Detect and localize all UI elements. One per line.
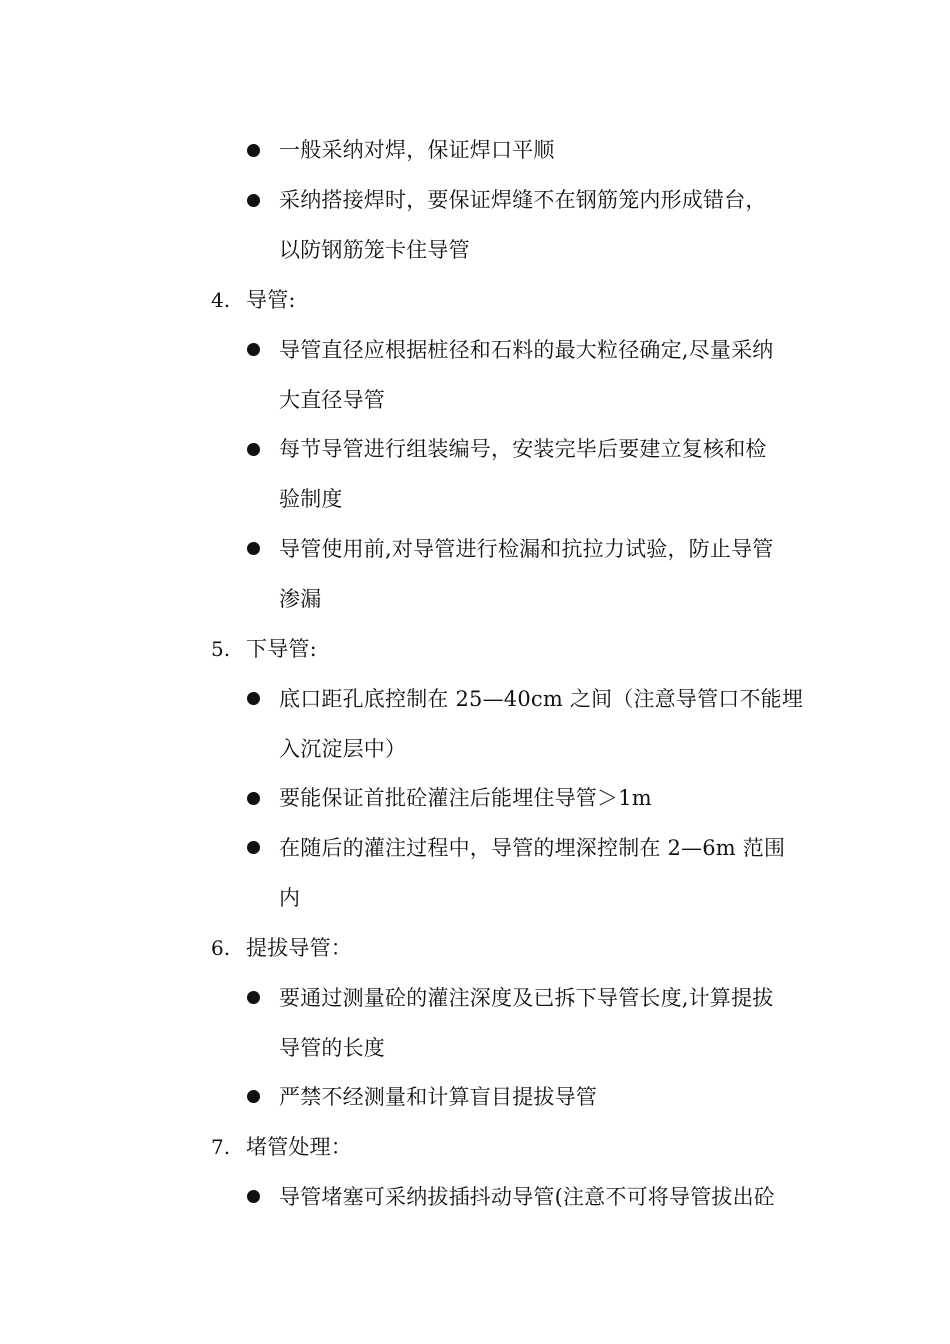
bullet-text-line: 采纳搭接焊时，要保证焊缝不在钢筋笼内形成错台， (279, 188, 767, 212)
bullet-text-line: 要通过测量砼的灌注深度及已拆下导管长度,计算提拔 (279, 986, 774, 1010)
bullet-dot (247, 343, 260, 356)
bullet-dot (247, 792, 260, 805)
bullet-text-line: 大直径导管 (279, 388, 385, 412)
bullet-dot (247, 443, 260, 456)
section-heading: 下导管: (246, 637, 317, 661)
bullet-text-line: 导管直径应根据桩径和石料的最大粒径确定,尽量采纳 (279, 338, 774, 362)
bullet-text-line: 要能保证首批砼灌注后能埋住导管＞1m (279, 786, 652, 810)
bullet-text-line: 入沉淀层中） (279, 737, 407, 761)
bullet-text-line: 导管的长度 (279, 1036, 385, 1060)
bullet-text-line: 渗漏 (279, 587, 322, 611)
bullet-text-line: 一般采纳对焊，保证焊口平顺 (279, 138, 555, 162)
bullet-text-line: 每节导管进行组装编号，安装完毕后要建立复核和检 (279, 437, 767, 461)
bullet-text-line: 导管使用前,对导管进行检漏和抗拉力试验，防止导管 (279, 537, 774, 561)
bullet-dot (247, 692, 260, 705)
bullet-dot (247, 542, 260, 555)
section-heading: 导管: (246, 288, 296, 312)
bullet-text-line: 严禁不经测量和计算盲目提拔导管 (279, 1085, 597, 1109)
section-heading: 提拔导管： (246, 936, 352, 960)
bullet-text-line: 验制度 (279, 487, 343, 511)
bullet-dot (247, 991, 260, 1004)
section-number: 6. (211, 936, 231, 960)
bullet-dot (247, 1190, 260, 1203)
section-number: 7. (211, 1135, 231, 1159)
bullet-dot (247, 841, 260, 854)
section-number: 5. (211, 637, 231, 661)
bullet-text-line: 内 (279, 886, 301, 910)
section-number: 4. (211, 288, 231, 312)
bullet-text-line: 在随后的灌注过程中，导管的埋深控制在 2—6m 范围 (279, 836, 786, 860)
bullet-dot (247, 1090, 260, 1103)
section-heading: 堵管处理： (246, 1135, 352, 1159)
bullet-text-line: 导管堵塞可采纳拔插抖动导管(注意不可将导管拔出砼 (279, 1185, 775, 1209)
bullet-dot (247, 194, 260, 207)
bullet-text-line: 以防钢筋笼卡住导管 (279, 238, 470, 262)
bullet-text-line: 底口距孔底控制在 25—40cm 之间（注意导管口不能埋 (279, 687, 804, 711)
bullet-dot (247, 144, 260, 157)
